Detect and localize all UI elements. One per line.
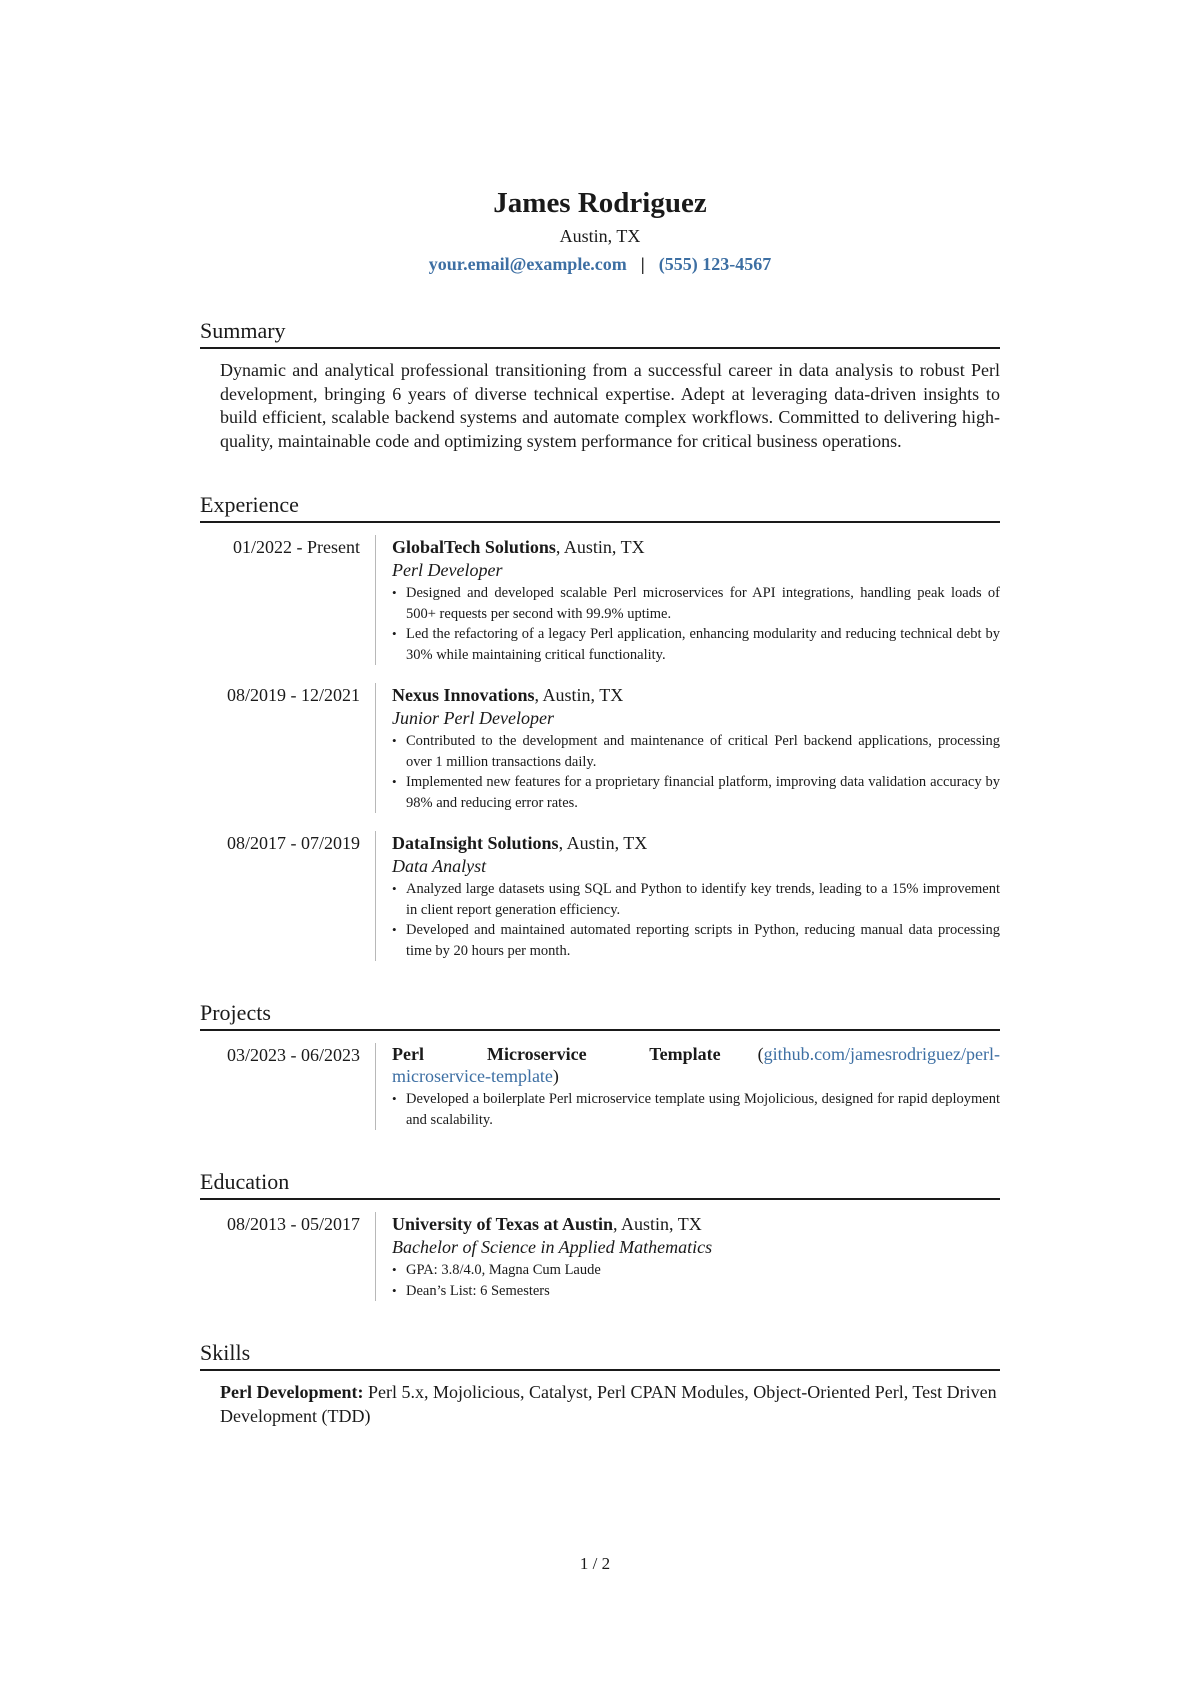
bullet-item: • Developed a boilerplate Perl microservice template using Mojolicious, designed for rapid deployment and scalability. <box>392 1089 1000 1130</box>
company-location: , Austin, TX <box>534 685 624 705</box>
entry-body <box>376 1212 1000 1301</box>
bullet-item: • Developed and maintained automated reporting scripts in Python, reducing manual data processing time by 20 hours per month. <box>392 920 1000 961</box>
summary-section <box>200 317 1000 453</box>
candidate-name: James Rodriguez <box>493 187 707 219</box>
email-link[interactable]: your.email@example.com <box>428 254 627 274</box>
company-name: DataInsight Solutions <box>392 833 559 853</box>
experience-section <box>200 491 1000 961</box>
bullet-list <box>392 1089 1000 1130</box>
summary-text: Dynamic and analytical professional transitioning from a successful career in data analysis to robust Perl development, bringing 6 years of diverse technical expertise. Adept at leveraging data-driven insights to build efficient, scalable backend systems and automate complex workflows. Committed to delivering high-quality, maintainable code and optimizing system performance for critical business operations. <box>220 360 1000 451</box>
company-location: , Austin, TX <box>558 833 648 853</box>
entry-body <box>376 683 1000 813</box>
job-title: Perl Developer <box>392 560 503 580</box>
entry-body <box>376 1043 1000 1130</box>
entry-body <box>376 535 1000 665</box>
entry-heading <box>392 1212 1000 1236</box>
bullet-item: • Designed and developed scalable Perl microservices for API integrations, handling peak loads of 500+ requests per second with 99.9% uptime. <box>392 583 1000 624</box>
skill-category: Perl Development: <box>220 1382 364 1402</box>
contact-separator: | <box>640 254 645 274</box>
entry-date: 03/2023 - 06/2023 <box>200 1043 376 1130</box>
company-name: Nexus Innovations <box>392 685 535 705</box>
degree-title: Bachelor of Science in Applied Mathematics <box>392 1237 713 1257</box>
bullet-list <box>392 1260 1000 1301</box>
job-title: Junior Perl Developer <box>392 708 554 728</box>
contact-line <box>200 251 1000 277</box>
skills-section <box>200 1339 1000 1428</box>
project-heading <box>392 1043 1000 1087</box>
education-entry <box>200 1212 1000 1301</box>
phone-link[interactable]: (555) 123-4567 <box>658 254 772 274</box>
bullet-item: • Dean’s List: 6 Semesters <box>392 1281 1000 1302</box>
entry-body <box>376 831 1000 961</box>
bullet-item: • Analyzed large datasets using SQL and Python to identify key trends, leading to a 15% improvement in client report generation efficiency. <box>392 879 1000 920</box>
skills-heading: Skills <box>200 1339 1000 1371</box>
bullet-list <box>392 583 1000 665</box>
entry-date: 01/2022 - Present <box>200 535 376 665</box>
skills-line <box>220 1381 1000 1428</box>
experience-entry <box>200 831 1000 961</box>
bullet-item: • Contributed to the development and maintenance of critical Perl backend applications, processing over 1 million transactions daily. <box>392 731 1000 772</box>
experience-entry <box>200 683 1000 813</box>
entry-date: 08/2017 - 07/2019 <box>200 831 376 961</box>
experience-heading: Experience <box>200 491 1000 523</box>
bullet-item: • GPA: 3.8/4.0, Magna Cum Laude <box>392 1260 1000 1281</box>
resume-page <box>200 185 1000 1428</box>
entry-heading <box>392 831 1000 855</box>
bullet-list <box>392 879 1000 961</box>
job-title: Data Analyst <box>392 856 487 876</box>
education-section <box>200 1168 1000 1301</box>
project-link[interactable]: github.com/jamesrodriguez/perl-microservice-template <box>392 1044 1000 1086</box>
summary-heading: Summary <box>200 317 1000 349</box>
entry-heading <box>392 535 1000 559</box>
entry-heading <box>392 683 1000 707</box>
page-number: 1 / 2 <box>579 1554 611 1573</box>
project-close-paren: ) <box>552 1066 559 1086</box>
education-heading: Education <box>200 1168 1000 1200</box>
company-location: , Austin, TX <box>555 537 645 557</box>
project-entry <box>200 1043 1000 1130</box>
project-name: Perl Microservice Template <box>392 1044 721 1064</box>
candidate-location: Austin, TX <box>559 226 641 246</box>
experience-entry <box>200 535 1000 665</box>
bullet-item: • Implemented new features for a proprietary financial platform, improving data validation accuracy by 98% and reducing error rates. <box>392 772 1000 813</box>
school-location: , Austin, TX <box>613 1214 702 1234</box>
school-name: University of Texas at Austin <box>392 1214 614 1234</box>
skill-list: Perl 5.x, Mojolicious, Catalyst, Perl CPAN Modules, Object-Oriented Perl, Test Driven Development (TDD) <box>220 1382 997 1426</box>
projects-section <box>200 999 1000 1130</box>
company-name: GlobalTech Solutions <box>392 537 556 557</box>
entry-date: 08/2013 - 05/2017 <box>200 1212 376 1301</box>
projects-heading: Projects <box>200 999 1000 1031</box>
bullet-item: • Led the refactoring of a legacy Perl application, enhancing modularity and reducing technical debt by 30% while maintaining critical functionality. <box>392 624 1000 665</box>
resume-header <box>200 185 1000 277</box>
bullet-list <box>392 731 1000 813</box>
project-open-paren: ( <box>720 1044 764 1064</box>
entry-date: 08/2019 - 12/2021 <box>200 683 376 813</box>
